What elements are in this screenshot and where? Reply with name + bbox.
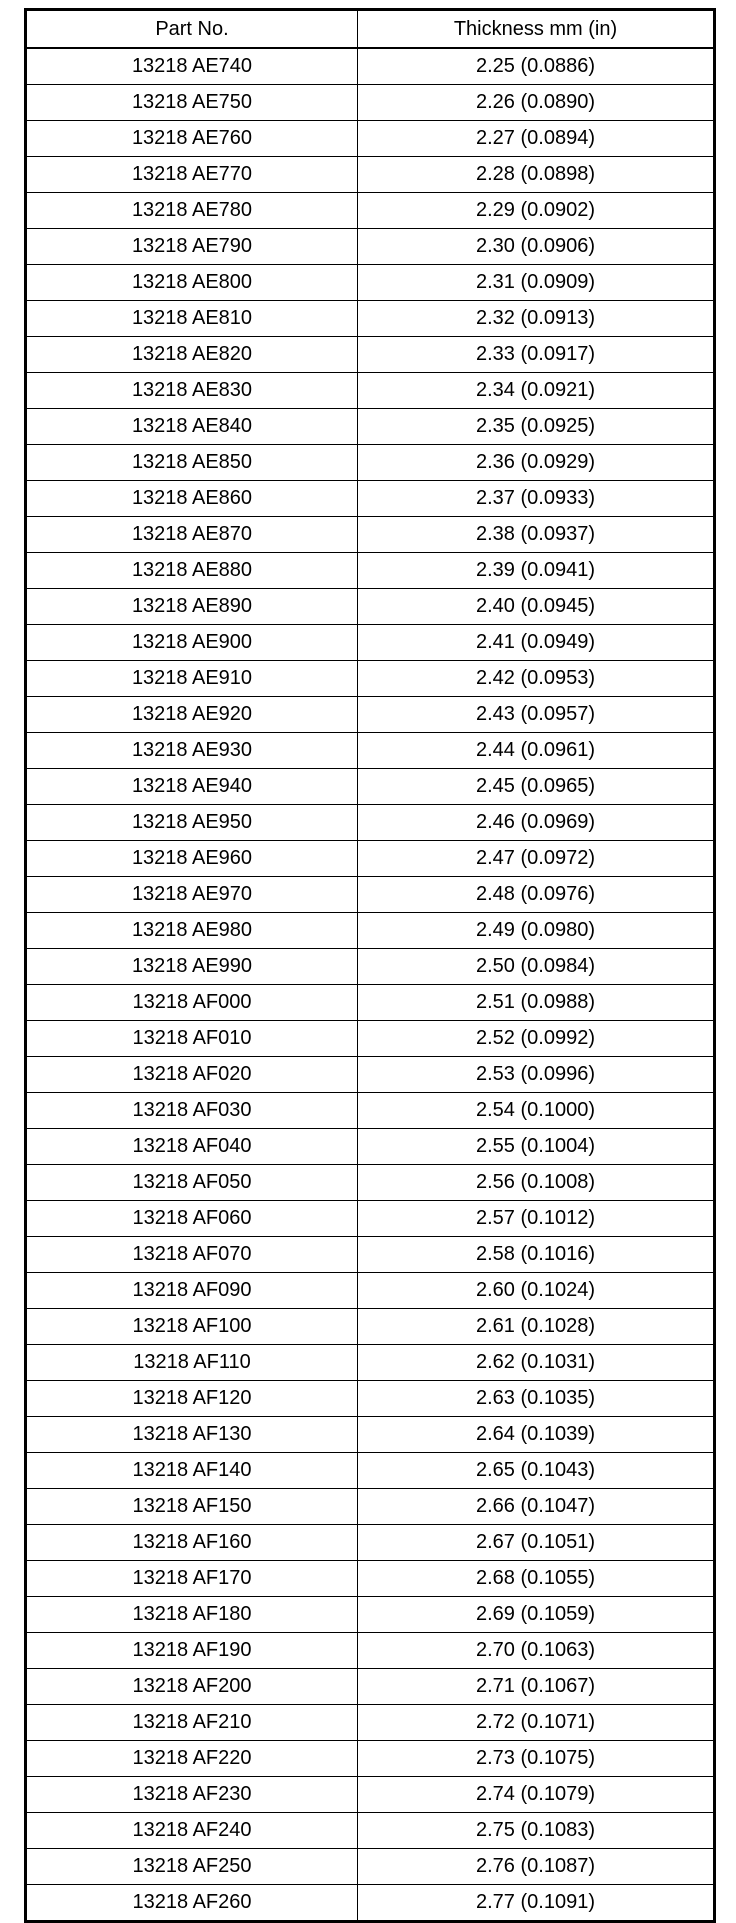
thickness-cell: 2.36 (0.0929) (358, 445, 714, 481)
table-row (27, 265, 714, 301)
table-row (27, 553, 714, 589)
part-number-cell: 13218 AF150 (27, 1489, 358, 1525)
table-row (27, 301, 714, 337)
part-number-cell: 13218 AE850 (27, 445, 358, 481)
part-number-cell: 13218 AF230 (27, 1777, 358, 1813)
part-number-cell: 13218 AF010 (27, 1021, 358, 1057)
part-number-cell: 13218 AF120 (27, 1381, 358, 1417)
thickness-cell: 2.68 (0.1055) (358, 1561, 714, 1597)
thickness-cell: 2.41 (0.0949) (358, 625, 714, 661)
part-thickness-table (26, 10, 714, 1921)
table-row (27, 121, 714, 157)
table-row (27, 193, 714, 229)
thickness-cell: 2.55 (0.1004) (358, 1129, 714, 1165)
thickness-cell: 2.37 (0.0933) (358, 481, 714, 517)
part-number-cell: 13218 AF040 (27, 1129, 358, 1165)
part-number-cell: 13218 AF130 (27, 1417, 358, 1453)
thickness-cell: 2.29 (0.0902) (358, 193, 714, 229)
thickness-cell: 2.26 (0.0890) (358, 85, 714, 121)
thickness-cell: 2.30 (0.0906) (358, 229, 714, 265)
thickness-cell: 2.65 (0.1043) (358, 1453, 714, 1489)
thickness-cell: 2.25 (0.0886) (358, 48, 714, 85)
thickness-cell: 2.58 (0.1016) (358, 1237, 714, 1273)
part-number-cell: 13218 AE940 (27, 769, 358, 805)
part-number-cell: 13218 AE820 (27, 337, 358, 373)
thickness-cell: 2.50 (0.0984) (358, 949, 714, 985)
table-row (27, 697, 714, 733)
part-number-cell: 13218 AF240 (27, 1813, 358, 1849)
part-number-cell: 13218 AF020 (27, 1057, 358, 1093)
part-number-cell: 13218 AE810 (27, 301, 358, 337)
table-row (27, 445, 714, 481)
header-part-no: Part No. (27, 11, 358, 49)
thickness-cell: 2.40 (0.0945) (358, 589, 714, 625)
table-body (27, 48, 714, 1921)
thickness-cell: 2.75 (0.1083) (358, 1813, 714, 1849)
thickness-cell: 2.66 (0.1047) (358, 1489, 714, 1525)
thickness-cell: 2.72 (0.1071) (358, 1705, 714, 1741)
table-row (27, 157, 714, 193)
thickness-cell: 2.44 (0.0961) (358, 733, 714, 769)
part-number-cell: 13218 AE800 (27, 265, 358, 301)
thickness-cell: 2.46 (0.0969) (358, 805, 714, 841)
part-number-cell: 13218 AF160 (27, 1525, 358, 1561)
thickness-cell: 2.62 (0.1031) (358, 1345, 714, 1381)
part-thickness-table-frame (24, 8, 716, 1923)
part-number-cell: 13218 AE990 (27, 949, 358, 985)
part-number-cell: 13218 AE750 (27, 85, 358, 121)
table-row (27, 1705, 714, 1741)
thickness-cell: 2.49 (0.0980) (358, 913, 714, 949)
thickness-cell: 2.64 (0.1039) (358, 1417, 714, 1453)
table-row (27, 1561, 714, 1597)
part-number-cell: 13218 AE740 (27, 48, 358, 85)
table-row (27, 1093, 714, 1129)
part-number-cell: 13218 AE790 (27, 229, 358, 265)
part-number-cell: 13218 AE830 (27, 373, 358, 409)
thickness-cell: 2.39 (0.0941) (358, 553, 714, 589)
table-row (27, 1165, 714, 1201)
table-row (27, 1633, 714, 1669)
table-row (27, 229, 714, 265)
part-number-cell: 13218 AE970 (27, 877, 358, 913)
part-number-cell: 13218 AF210 (27, 1705, 358, 1741)
part-number-cell: 13218 AF250 (27, 1849, 358, 1885)
table-row (27, 733, 714, 769)
part-number-cell: 13218 AE900 (27, 625, 358, 661)
thickness-cell: 2.52 (0.0992) (358, 1021, 714, 1057)
table-row (27, 1129, 714, 1165)
table-row (27, 1381, 714, 1417)
part-number-cell: 13218 AF000 (27, 985, 358, 1021)
part-number-cell: 13218 AE920 (27, 697, 358, 733)
table-row (27, 517, 714, 553)
part-number-cell: 13218 AF050 (27, 1165, 358, 1201)
thickness-cell: 2.47 (0.0972) (358, 841, 714, 877)
thickness-cell: 2.48 (0.0976) (358, 877, 714, 913)
part-number-cell: 13218 AF100 (27, 1309, 358, 1345)
part-number-cell: 13218 AF180 (27, 1597, 358, 1633)
thickness-cell: 2.33 (0.0917) (358, 337, 714, 373)
thickness-cell: 2.31 (0.0909) (358, 265, 714, 301)
table-row (27, 985, 714, 1021)
thickness-cell: 2.74 (0.1079) (358, 1777, 714, 1813)
table-row (27, 1273, 714, 1309)
table-row (27, 1885, 714, 1921)
part-number-cell: 13218 AF110 (27, 1345, 358, 1381)
table-row (27, 1489, 714, 1525)
table-row (27, 85, 714, 121)
thickness-cell: 2.28 (0.0898) (358, 157, 714, 193)
table-row (27, 1345, 714, 1381)
table-row (27, 805, 714, 841)
table-row (27, 1813, 714, 1849)
part-number-cell: 13218 AE870 (27, 517, 358, 553)
part-number-cell: 13218 AE890 (27, 589, 358, 625)
table-row (27, 949, 714, 985)
thickness-cell: 2.67 (0.1051) (358, 1525, 714, 1561)
thickness-cell: 2.69 (0.1059) (358, 1597, 714, 1633)
table-row (27, 1597, 714, 1633)
part-number-cell: 13218 AF200 (27, 1669, 358, 1705)
table-row (27, 841, 714, 877)
table-row (27, 1201, 714, 1237)
thickness-cell: 2.63 (0.1035) (358, 1381, 714, 1417)
table-row (27, 1309, 714, 1345)
thickness-cell: 2.32 (0.0913) (358, 301, 714, 337)
thickness-cell: 2.77 (0.1091) (358, 1885, 714, 1921)
table-row (27, 1777, 714, 1813)
thickness-cell: 2.61 (0.1028) (358, 1309, 714, 1345)
thickness-cell: 2.57 (0.1012) (358, 1201, 714, 1237)
table-row (27, 1237, 714, 1273)
table-row (27, 625, 714, 661)
part-number-cell: 13218 AE880 (27, 553, 358, 589)
part-number-cell: 13218 AE930 (27, 733, 358, 769)
part-number-cell: 13218 AF030 (27, 1093, 358, 1129)
table-row (27, 1417, 714, 1453)
part-number-cell: 13218 AF260 (27, 1885, 358, 1921)
table-row (27, 589, 714, 625)
thickness-cell: 2.51 (0.0988) (358, 985, 714, 1021)
thickness-cell: 2.76 (0.1087) (358, 1849, 714, 1885)
table-row (27, 373, 714, 409)
thickness-cell: 2.54 (0.1000) (358, 1093, 714, 1129)
thickness-cell: 2.34 (0.0921) (358, 373, 714, 409)
thickness-cell: 2.35 (0.0925) (358, 409, 714, 445)
thickness-cell: 2.42 (0.0953) (358, 661, 714, 697)
part-number-cell: 13218 AF220 (27, 1741, 358, 1777)
table-row (27, 1849, 714, 1885)
thickness-cell: 2.43 (0.0957) (358, 697, 714, 733)
part-number-cell: 13218 AF060 (27, 1201, 358, 1237)
part-number-cell: 13218 AF170 (27, 1561, 358, 1597)
table-row (27, 1525, 714, 1561)
thickness-cell: 2.45 (0.0965) (358, 769, 714, 805)
table-row (27, 877, 714, 913)
thickness-cell: 2.70 (0.1063) (358, 1633, 714, 1669)
table-row (27, 409, 714, 445)
table-row (27, 48, 714, 85)
thickness-cell: 2.71 (0.1067) (358, 1669, 714, 1705)
thickness-cell: 2.56 (0.1008) (358, 1165, 714, 1201)
table-row (27, 769, 714, 805)
part-number-cell: 13218 AE980 (27, 913, 358, 949)
thickness-cell: 2.73 (0.1075) (358, 1741, 714, 1777)
thickness-cell: 2.60 (0.1024) (358, 1273, 714, 1309)
table-row (27, 1021, 714, 1057)
part-number-cell: 13218 AE840 (27, 409, 358, 445)
table-header-row (27, 11, 714, 49)
header-thickness: Thickness mm (in) (358, 11, 714, 49)
part-number-cell: 13218 AF070 (27, 1237, 358, 1273)
table-row (27, 1057, 714, 1093)
part-number-cell: 13218 AE860 (27, 481, 358, 517)
part-number-cell: 13218 AE910 (27, 661, 358, 697)
part-number-cell: 13218 AE960 (27, 841, 358, 877)
thickness-cell: 2.38 (0.0937) (358, 517, 714, 553)
table-row (27, 1741, 714, 1777)
table-row (27, 337, 714, 373)
part-number-cell: 13218 AF090 (27, 1273, 358, 1309)
part-number-cell: 13218 AF190 (27, 1633, 358, 1669)
table-row (27, 1453, 714, 1489)
part-number-cell: 13218 AE950 (27, 805, 358, 841)
table-row (27, 913, 714, 949)
table-row (27, 1669, 714, 1705)
table-row (27, 481, 714, 517)
part-number-cell: 13218 AE770 (27, 157, 358, 193)
part-number-cell: 13218 AE760 (27, 121, 358, 157)
thickness-cell: 2.53 (0.0996) (358, 1057, 714, 1093)
part-number-cell: 13218 AE780 (27, 193, 358, 229)
table-row (27, 661, 714, 697)
thickness-cell: 2.27 (0.0894) (358, 121, 714, 157)
part-number-cell: 13218 AF140 (27, 1453, 358, 1489)
